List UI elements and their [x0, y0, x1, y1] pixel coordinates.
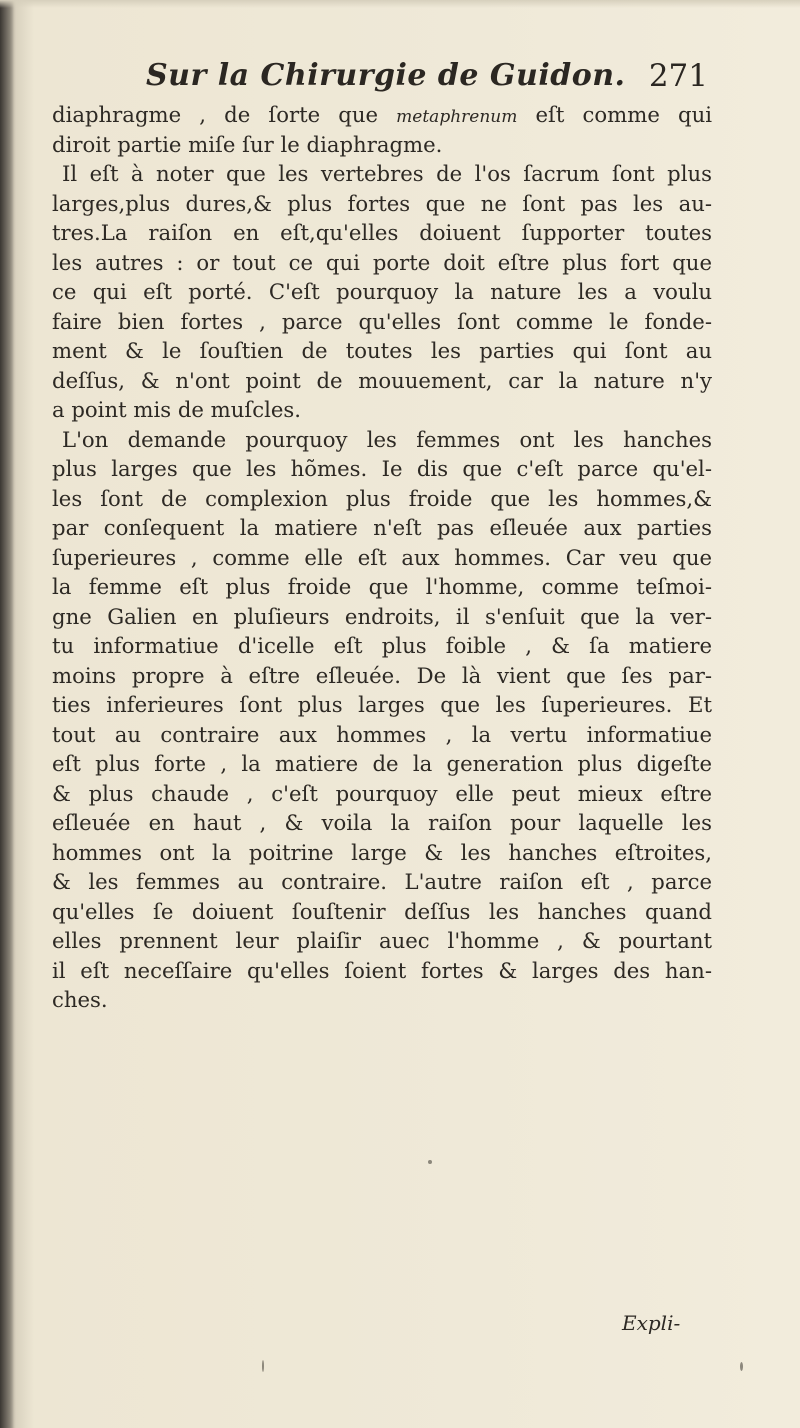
text-line: moins propre à eſtre eſleuée. De là vient que ſes par- [52, 662, 712, 688]
text-line: ties inferieures ſont plus larges que les ſuperieures. Et [52, 692, 712, 717]
paragraph-start-line: Il eſt à noter que les vertebres de l'os ſacrum ſont plus [62, 161, 712, 186]
text-line: la femme eſt plus froide que l'homme, comme teſmoi- [52, 574, 712, 599]
catchword: Expli- [622, 1311, 681, 1335]
text-line: ce qui eſt porté. C'eſt pourquoy la nature les a voulu [52, 279, 712, 304]
ink-speck [428, 1160, 432, 1164]
text-line: elles prennent leur plaiſir auec l'homme , & pourtant [52, 928, 712, 953]
text-line: les ſont de complexion plus froide que les hommes,& [52, 485, 712, 511]
text-line: eſleuée en haut , & voila la raiſon pour laquelle les [52, 810, 712, 835]
page-top-edge [0, 0, 800, 8]
text-line: eſt plus forte , la matiere de la generation plus digeſte [52, 751, 712, 776]
text-line: plus larges que les hõmes. Ie dis que c'eſt parce qu'el- [52, 456, 712, 481]
text-line: tout au contraire aux hommes , la vertu informatiue [52, 721, 712, 747]
text-line: diroit partie miſe ſur le diaphragme. [52, 131, 443, 157]
text-line: deſſus, & n'ont point de mouuement, car la nature n'y [52, 367, 712, 393]
text-line: gne Galien en pluſieurs endroits, il s'enſuit que la ver- [52, 603, 712, 629]
text-line: & les femmes au contraire. L'autre raiſon eſt , parce [52, 869, 712, 894]
ink-speck [740, 1362, 743, 1371]
paragraph-start-line: L'on demande pourquoy les femmes ont les hanches [62, 426, 712, 452]
text-line: ches. [52, 987, 108, 1012]
text-line: les autres : or tout ce qui porte doit eſtre plus fort que [52, 249, 712, 275]
text-line: tres.La raiſon en eſt,qu'elles doiuent ſupporter toutes [52, 220, 712, 245]
text-segment: diaphragme , de ſorte que [52, 102, 397, 127]
text-line [52, 100, 712, 130]
text-segment: eſt comme qui [517, 102, 712, 127]
text-line: a point mis de muſcles. [52, 397, 302, 422]
text-line: il eſt neceſſaire qu'elles ſoient fortes & larges des han- [52, 957, 712, 983]
text-line: ſuperieures , comme elle eſt aux hommes. Car veu que [52, 544, 712, 570]
text-line: tu informatiue d'icelle eſt plus foible , & ſa matiere [52, 633, 712, 658]
text-line: & plus chaude , c'eſt pourquoy elle peut mieux eſtre [52, 780, 712, 806]
ink-speck [262, 1360, 264, 1372]
page-number: 271 [648, 58, 708, 94]
text-line: hommes ont la poitrine large & les hanches eſtroites, [52, 839, 712, 865]
body-text [52, 100, 712, 1015]
italic-term: metaphrenum [396, 107, 518, 127]
text-line: qu'elles ſe doiuent ſouſtenir deſſus les hanches quand [52, 898, 712, 924]
text-line: larges,plus dures,& plus fortes que ne ſont pas les au- [52, 190, 712, 216]
text-line: par conſequent la matiere n'eſt pas eſleuée aux parties [52, 515, 712, 540]
page-gutter-shadow [0, 0, 14, 1428]
running-title: Sur la Chirurgie de Guidon. [146, 58, 626, 93]
text-line: ment & le ſouſtien de toutes les parties qui ſont au [52, 338, 712, 363]
page-header [60, 58, 720, 98]
text-line: faire bien fortes , parce qu'elles ſont comme le fonde- [52, 308, 712, 334]
